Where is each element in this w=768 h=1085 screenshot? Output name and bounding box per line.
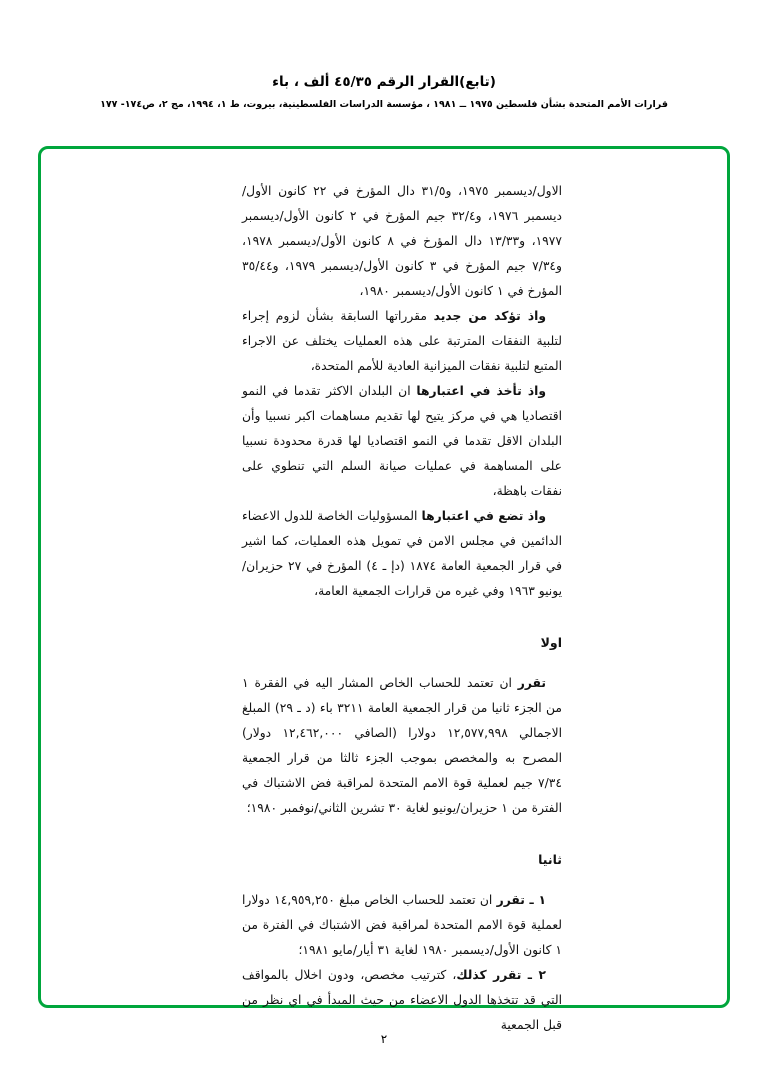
paragraph-text: ان تعتمد للحساب الخاص مبلغ ١٤,٩٥٩,٢٥٠ دولارا لعملية قوة الامم المتحدة لمراقبة فض الاشتباك في الفترة من ١ كانون الأول/ديسمبر ١٩٨٠ لغاية ٣١ أيار/مايو ١٩٨١؛ — [242, 893, 562, 957]
paragraph — [242, 963, 562, 1038]
paragraph-lead: تقرر — [517, 676, 546, 690]
paragraph-text: ان البلدان الاكثر تقدما في النمو اقتصاديا هي في مركز يتيح لها تقديم مساهمات اكبر نسبيا وأن البلدان الاقل تقدما في النمو اقتصاديا لها قدرة محدودة نسبيا على المساهمة في عمليات صيانة السلم التي تنطوي على نفقات باهظة، — [242, 384, 562, 498]
content-frame — [38, 146, 730, 1032]
paragraph-lead: واذ تضع في اعتبارها — [421, 509, 546, 523]
paragraph — [242, 888, 562, 963]
page-number: ٢ — [380, 1032, 388, 1046]
paragraph-lead: واذ تأخذ في اعتبارها — [416, 384, 547, 398]
paragraph-text: ان تعتمد للحساب الخاص المشار اليه في الفقرة ١ من الجزء ثانيا من قرار الجمعية العامة ٣٢١١ باء (د ـ ٢٩) المبلغ الاجمالي ١٢,٥٧٧,٩٩٨ دولارا (الصافي ١٢,٤٦٢,٠٠٠ دولار) المصرح به والمخصص بموجب الجزء ثالثا من قرار الجمعية ٧/٣٤ جيم لعملية قوة الامم المتحدة لمراقبة فض الاشتباك في الفترة من ١ حزيران/يونيو لغاية ٣٠ تشرين الثاني/نوفمبر ١٩٨٠؛ — [242, 676, 562, 815]
paragraph-lead: ٢ ـ تقرر كذلك — [456, 968, 546, 982]
paragraph — [242, 179, 562, 304]
paragraph — [242, 504, 562, 604]
section-heading-second: ثانيا — [538, 852, 562, 867]
paragraph-text: مقرراتها السابقة بشأن لزوم إجراء لتلبية النفقات المترتبة على هذه العمليات يختلف عن الاجراء المتبع لتلبية نفقات الميزانية العادية للأمم المتحدة، — [242, 309, 562, 373]
paragraph — [242, 671, 562, 821]
paragraph-text: الاول/ديسمبر ١٩٧٥، و٣١/٥ دال المؤرخ في ٢٢ كانون الأول/ديسمبر ١٩٧٦، و٣٢/٤ جيم المؤرخ في ٢ كانون الأول/ديسمبر ١٩٧٧، و١٣/٣٣ دال المؤرخ في ٨ كانون الأول/ديسمبر ١٩٧٨، و٧/٣٤ جيم المؤرخ في ٣ كانون الأول/ديسمبر ١٩٧٩، و٣٥/٤٤ المؤرخ في ١ كانون الأول/ديسمبر ١٩٨٠، — [242, 184, 562, 298]
paragraph — [242, 379, 562, 504]
paragraph — [242, 304, 562, 379]
page-title: (تابع)القرار الرقم ٤٥/٣٥ ألف ، باء — [272, 74, 496, 90]
page-footer — [0, 1032, 768, 1046]
paragraph-lead: واذ تؤكد من جديد — [433, 309, 546, 323]
section-heading-first: اولا — [540, 635, 562, 650]
page-header — [0, 0, 768, 110]
paragraph-lead: ١ ـ تقرر — [496, 893, 546, 907]
page-source-citation: قرارات الأمم المتحدة بشأن فلسطين ١٩٧٥ ــ ١٩٨١ ، مؤسسة الدراسات الفلسطينية، بيروت، ط ١، ١٩٩٤، مج ٢، ص١٧٤- ١٧٧ — [100, 99, 668, 110]
paragraph-text: المسؤوليات الخاصة للدول الاعضاء الدائمين في مجلس الامن في تمويل هذه العمليات، كما اشير في قرار الجمعية العامة ١٨٧٤ (دإ ـ ٤) المؤرخ في ٢٧ حزيران/يونيو ١٩٦٣ وفي غيره من قرارات الجمعية العامة، — [242, 509, 563, 598]
document-body — [242, 179, 562, 1038]
paragraph-text: ، كترتيب مخصص، ودون اخلال بالمواقف التي قد تتخذها الدول الاعضاء من حيث المبدأ في اي نظر من قبل الجمعية — [242, 968, 562, 1032]
